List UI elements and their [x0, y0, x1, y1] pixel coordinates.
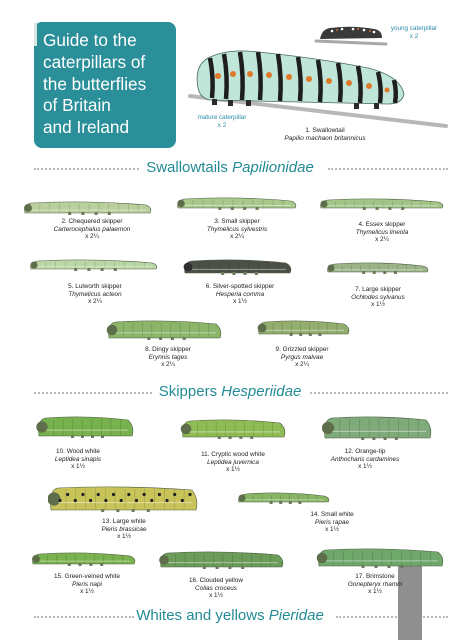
species-name: 10. Wood white [56, 448, 100, 455]
section-common-name: Swallowtails [146, 159, 228, 176]
species-sci-name: Thymelicus acteon [68, 290, 122, 298]
species-name: 14. Small white [310, 511, 354, 518]
species-sci-name: Anthocharis cardamines [330, 455, 400, 463]
species-scale: x 2¼ [295, 361, 309, 369]
species-sci-name: Leptidea juvernica [207, 458, 259, 466]
species-caption [305, 573, 445, 596]
species-sci-name: Pieris napi [72, 580, 102, 588]
species-scale: x 1½ [80, 588, 94, 596]
caterpillar-illustration [182, 257, 294, 277]
young-note-scale: x 2 [409, 32, 419, 40]
species-name: 17. Brimstone [355, 573, 395, 580]
title-line-3: the butterflies [43, 73, 147, 94]
mature-caterpillar-note [190, 114, 254, 129]
species-scale: x 1½ [358, 463, 372, 471]
species-scale: x 1½ [117, 533, 131, 541]
species-name: 5. Lulworth skipper [68, 283, 122, 290]
section-skippers [0, 382, 460, 404]
mature-note-scale: x 2 [217, 121, 227, 129]
species-scale: x 1½ [325, 526, 339, 534]
caterpillar-illustration [106, 318, 224, 342]
section-divider-right [336, 616, 448, 618]
species-caption [232, 346, 372, 369]
section-common-name: Skippers [158, 383, 218, 400]
species-sci-name: Hesperia comma [215, 290, 265, 298]
title-accent-bar [34, 22, 37, 46]
species-caption [146, 577, 286, 600]
species-name: 9. Grizzled skipper [275, 346, 329, 353]
species-name: 13. Large white [102, 518, 146, 525]
caterpillar-illustration [28, 257, 160, 273]
section-latin-name: Papilionidae [232, 159, 314, 176]
caterpillar-illustration [30, 550, 138, 568]
species-scale: x 1½ [233, 298, 247, 306]
caterpillar-illustration [325, 260, 431, 276]
species-name: 6. Silver-spotted skipper [205, 283, 275, 290]
section-whites-yellows [0, 606, 460, 628]
species-sci-name: Leptidea sinapis [54, 455, 102, 463]
species-caption [295, 448, 435, 471]
title-line-1: Guide to the [43, 30, 137, 50]
species-sci-name: Carterocephalus palaemon [53, 225, 131, 233]
species-scale: x 2¼ [88, 298, 102, 306]
species-sci-name: Colias croceus [195, 584, 237, 592]
caterpillar-illustration [256, 318, 352, 338]
caterpillar-illustration [22, 199, 154, 217]
species-sci-name: Erynnis tages [148, 353, 188, 361]
species-caption [262, 511, 402, 534]
caterpillar-illustration [322, 414, 434, 442]
species-scale: x 2¼ [230, 233, 244, 241]
species-caption [308, 286, 448, 309]
species-name: 11. Cryptic wood white [201, 451, 265, 458]
young-note-label: young caterpillar [390, 25, 438, 32]
species-sci-name: Thymelicus lineola [355, 228, 409, 236]
species-caption [312, 221, 452, 244]
species-name: 15. Green-veined white [53, 573, 121, 580]
section-swallowtails [0, 158, 460, 180]
species-sci-name: Pieris brassicae [101, 525, 147, 533]
species-caption [170, 283, 310, 306]
species-scale: x 1½ [209, 592, 223, 600]
species-scale: x 2¼ [375, 236, 389, 244]
guide-title-box [34, 22, 176, 148]
species-scale: x 2¼ [161, 361, 175, 369]
mature-note-label: mature caterpillar [197, 114, 247, 121]
section-latin-name: Pieridae [268, 607, 324, 624]
caterpillar-illustration [175, 195, 299, 212]
species-sci-name: Pieris rapae [314, 518, 350, 526]
section-divider-right [328, 168, 448, 170]
species-caption [22, 218, 162, 241]
species-scale: x 2¼ [85, 233, 99, 241]
species-scale: x 1½ [71, 463, 85, 471]
caterpillar-illustration [236, 490, 332, 506]
swallowtail-caption [255, 127, 395, 143]
species-caption [8, 448, 148, 471]
title-line-2: caterpillars of [43, 51, 146, 72]
caterpillar-illustration [158, 549, 286, 571]
species-sci-name: Ochlodes sylvanus [351, 293, 405, 301]
title-line-4: of Britain [43, 95, 111, 116]
species-sci-name: Gonepteryx rhamni [347, 580, 403, 588]
species-caption [17, 573, 157, 596]
section-common-name: Whites and yellows [136, 607, 265, 624]
caterpillar-illustration [48, 484, 200, 514]
title-line-5: and Ireland [43, 117, 130, 138]
species-name: 7. Large skipper [355, 286, 401, 293]
section-divider-right [310, 392, 448, 394]
species-name: 12. Orange-tip [344, 448, 386, 455]
section-latin-name: Hesperiidae [221, 383, 302, 400]
species-name: 16. Clouded yellow [189, 577, 243, 584]
species-scale: x 1½ [371, 301, 385, 309]
species-scale: x 1½ [226, 466, 240, 474]
caterpillar-illustration [36, 414, 136, 440]
species-caption [54, 518, 194, 541]
species-scale: x 1½ [368, 588, 382, 596]
species-name: 4. Essex skipper [358, 221, 406, 228]
species-name: 2. Chequered skipper [61, 218, 123, 225]
caterpillar-illustration [318, 196, 446, 212]
caterpillar-illustration [180, 417, 288, 441]
species-caption [98, 346, 238, 369]
species-sci-name: Thymelicus sylvestris [206, 225, 268, 233]
species-caption [167, 218, 307, 241]
caterpillar-illustration [316, 546, 446, 570]
species-sci-name: Pyrgus malvae [280, 353, 324, 361]
species-caption [163, 451, 303, 474]
species-name: 8. Dingy skipper [145, 346, 191, 353]
swallowtail-name: 1. Swallowtail [305, 127, 345, 134]
swallowtail-sci: Papilio machaon britannicus [284, 135, 366, 142]
species-caption [25, 283, 165, 306]
species-name: 3. Small skipper [214, 218, 260, 225]
